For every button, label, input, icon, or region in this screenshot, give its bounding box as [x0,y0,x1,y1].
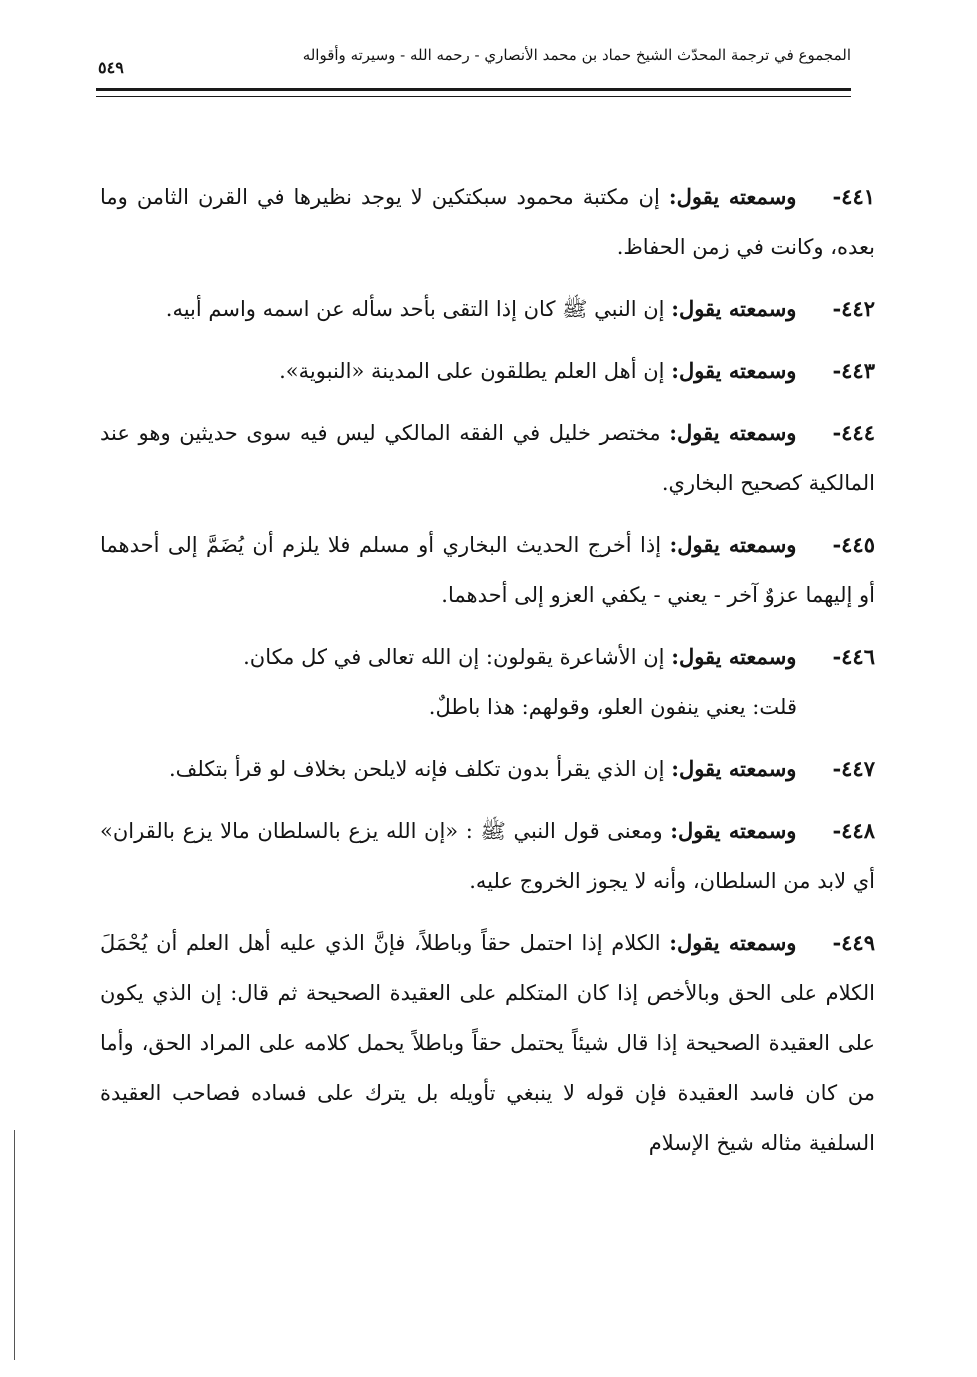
entry-446-note: قلت: يعني ينفون العلو، وقولهم: هذا باطلٌ. [428,695,797,719]
entry-442 [100,284,875,334]
header-rule-thick [96,88,851,91]
entry-text: إن أهل العلم يطلقون على المدينة «النبوية». [279,359,672,383]
entry-444 [100,408,875,508]
entry-number: ٤٤٣- [832,358,875,383]
page-body [100,172,875,1180]
entry-lead: وسمعته يقول: [669,532,797,557]
entry-449 [100,918,875,1168]
entry-lead: وسمعته يقول: [671,296,797,321]
entry-lead: وسمعته يقول: [668,184,797,209]
entry-text: إن النبي ﷺ كان إذا التقى بأحد سأله عن اسمه واسم أبيه. [165,297,672,321]
entry-text: إن مكتبة محمود سبكتكين لا يوجد نظيرها في القرن الثامن وما بعده، وكانت في زمن الحفاظ. [100,185,875,259]
entry-number: ٤٤٢- [832,296,875,321]
entry-447 [100,744,875,794]
entry-text: الكلام إذا احتمل حقاً وباطلاً، فإنَّ الذي عليه أهل العلم أن يُحْمَلَ الكلام على الحق وبالأخص إذا كان المتكلم على العقيدة الصحيحة ثم قال: إن الذي يكون على العقيدة الصحيحة إذا قال شيئاً يحتمل حقاً وباطلاً يحمل كلامه على المراد الحق، وأما من كان فاسد العقيدة فإن قوله لا ينبغي تأويله بل يترك على فساده فصاحب العقيدة السلفية مثاله شيخ الإسلام [100,931,875,1155]
entry-number: ٤٤٦- [832,644,875,669]
entry-number: ٤٤٨- [832,818,875,843]
entry-number: ٤٤٩- [832,930,875,955]
entry-lead: وسمعته يقول: [671,644,797,669]
entry-text: إذا أخرج الحديث البخاري أو مسلم فلا يلزم أن يُضَمَّ إلى أحدهما أو إليهما عزوٌ آخر - يعني - يكفي العزو إلى أحدهما. [100,533,875,607]
entry-lead: وسمعته يقول: [671,358,797,383]
entry-text: إن الأشاعرة يقولون: إن الله تعالى في كل مكان. [243,645,672,669]
entry-lead: وسمعته يقول: [669,420,797,445]
entry-445 [100,520,875,620]
entry-lead: وسمعته يقول: [671,756,797,781]
entry-lead: وسمعته يقول: [669,930,797,955]
entry-441 [100,172,875,272]
entry-text: ومعنى قول النبي ﷺ : «إن الله يزع بالسلطان مالا يزع بالقران» أي لابد من السلطان، وأنه لا يجوز الخروج عليه. [100,819,875,893]
scan-margin-line [14,1130,15,1360]
entry-number: ٤٤١- [832,184,876,209]
page-header [96,46,851,86]
header-rule-thin [96,96,851,97]
running-title: المجموع في ترجمة المحدّث الشيخ حماد بن محمد الأنصاري - رحمه الله - وسيرته وأقواله [302,46,851,64]
entry-number: ٤٤٧- [832,756,875,781]
entry-443 [100,346,875,396]
entry-446 [100,632,875,682]
entry-number: ٤٤٤- [832,420,875,445]
entry-text: إن الذي يقرأ بدون تكلف فإنه لايلحن بخلاف لو قرأ بتكلف. [168,757,672,781]
entry-448 [100,806,875,906]
entry-lead: وسمعته يقول: [670,818,797,843]
entry-text: مختصر خليل في الفقه المالكي ليس فيه سوى حديثين وهو عند المالكية كصحيح البخاري. [100,421,875,495]
page-number: ٥٤٩ [98,58,124,77]
entry-number: ٤٤٥- [832,532,875,557]
